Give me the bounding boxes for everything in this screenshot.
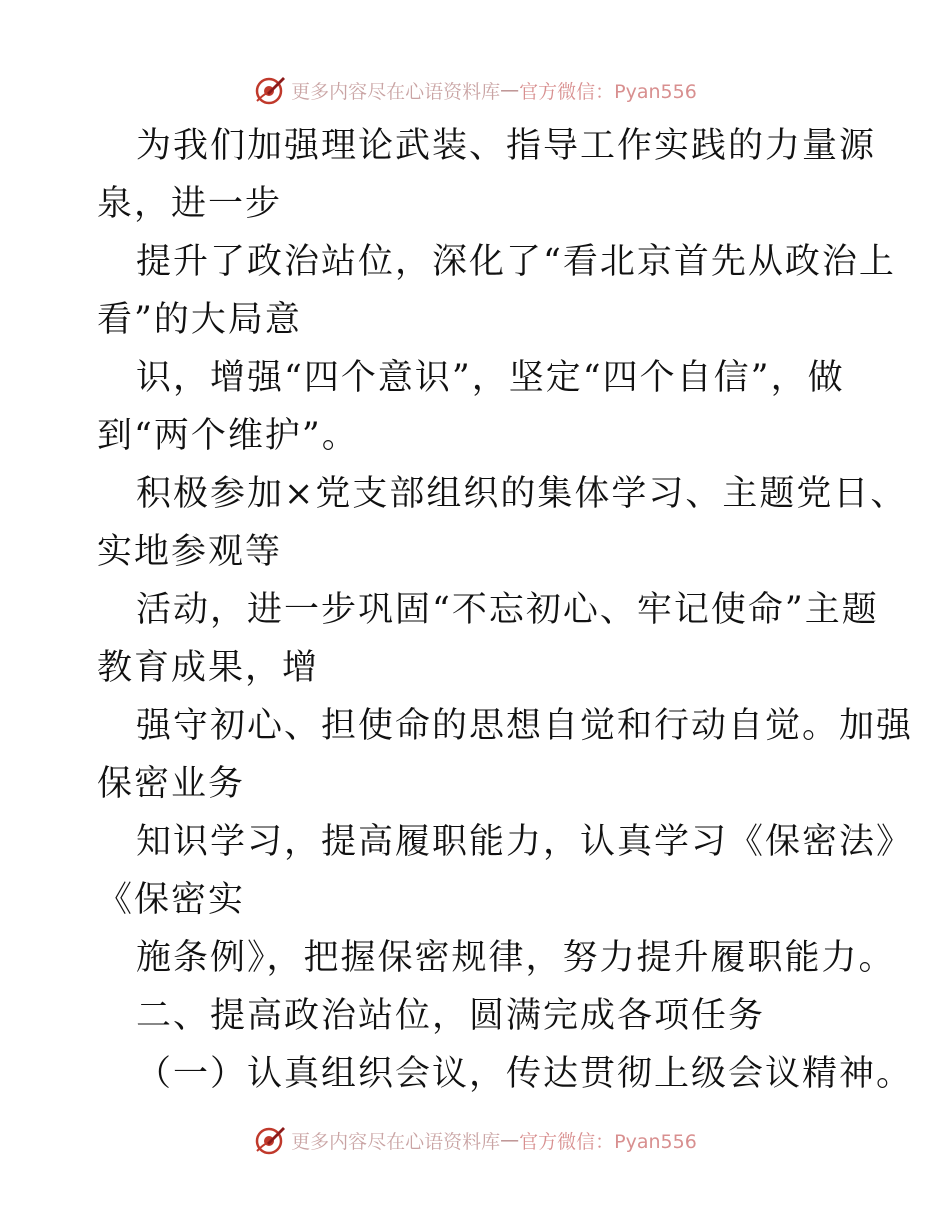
body-line: 积极参加×党支部组织的集体学习、主题党日、 bbox=[136, 474, 908, 514]
body-line: 识，增强“四个意识”，坚定“四个自信”，做 bbox=[136, 358, 845, 398]
body-line: 到“两个维护”。 bbox=[97, 416, 359, 456]
header-watermark-name: 更多内容尽在心语资料库 bbox=[291, 80, 501, 103]
body-line: 泉，进一步 bbox=[97, 184, 283, 224]
footer-watermark-dash: — bbox=[500, 1129, 520, 1151]
body-line: 实地参观等 bbox=[97, 532, 283, 572]
header-watermark-dash: — bbox=[500, 79, 520, 101]
body-line: 提升了政治站位，深化了“看北京首先从政治上 bbox=[136, 242, 896, 282]
footer-watermark bbox=[0, 1120, 950, 1160]
body-line: 保密业务 bbox=[97, 764, 246, 804]
header-watermark-wechat: 官方微信：Pyan556 bbox=[519, 80, 697, 103]
body-line: 《保密实 bbox=[97, 880, 246, 920]
section-heading: 二、提高政治站位，圆满完成各项任务 bbox=[136, 996, 766, 1036]
pen-logo-icon bbox=[253, 1123, 287, 1157]
body-line: 活动，进一步巩固“不忘初心、牢记使命”主题 bbox=[136, 590, 879, 630]
body-line: 看”的大局意 bbox=[97, 300, 302, 340]
body-line: 教育成果，增 bbox=[97, 648, 320, 688]
body-line: 知识学习，提高履职能力，认真学习《保密法》 bbox=[136, 822, 914, 862]
body-line: 强守初心、担使命的思想自觉和行动自觉。加强 bbox=[136, 706, 914, 746]
body-line: 为我们加强理论武装、指导工作实践的力量源 bbox=[136, 126, 877, 166]
subsection-heading: （一）认真组织会议，传达贯彻上级会议精神。 bbox=[136, 1054, 914, 1094]
body-line: 施条例》，把握保密规律，努力提升履职能力。 bbox=[136, 938, 896, 978]
footer-watermark-wechat: 官方微信：Pyan556 bbox=[519, 1130, 697, 1153]
footer-watermark-name: 更多内容尽在心语资料库 bbox=[291, 1130, 501, 1153]
